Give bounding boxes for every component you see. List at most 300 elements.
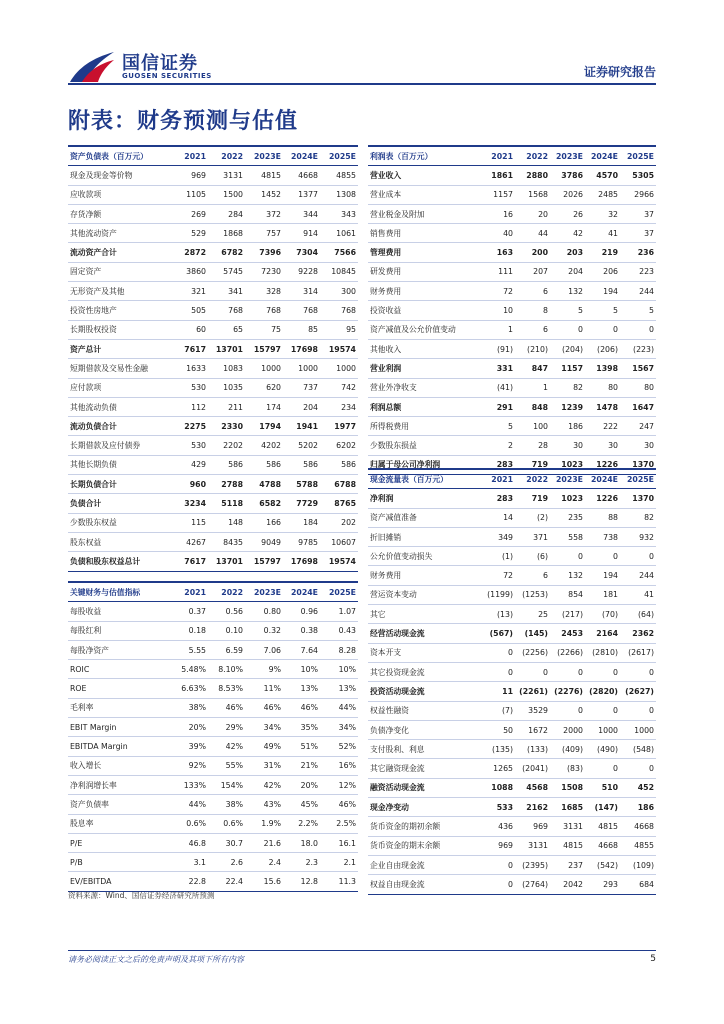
row-value: 269 [170, 204, 208, 223]
row-value: 1568 [515, 185, 550, 204]
row-value: 505 [170, 301, 208, 320]
row-label: 财务费用 [368, 282, 480, 301]
row-value: 0 [480, 875, 515, 894]
row-value: 1647 [620, 397, 656, 416]
row-value: 848 [515, 397, 550, 416]
row-value: 163 [480, 243, 515, 262]
row-label: 营业利润 [368, 359, 480, 378]
table-row [368, 720, 656, 739]
row-value: (41) [480, 378, 515, 397]
row-value: (490) [585, 740, 620, 759]
row-value: 914 [283, 224, 320, 243]
row-value: 436 [480, 817, 515, 836]
table-row [68, 243, 358, 262]
row-label: 其它投资现金流 [368, 662, 480, 681]
row-value: 0.10 [208, 621, 245, 640]
row-value: 2.1 [320, 853, 358, 872]
table-header-row [368, 146, 656, 166]
table-row [68, 679, 358, 698]
row-value: 4815 [550, 836, 585, 855]
row-value: 349 [480, 527, 515, 546]
row-value: 2000 [550, 720, 585, 739]
row-value: (409) [550, 740, 585, 759]
row-value: 328 [245, 282, 283, 301]
row-value: 15.6 [245, 872, 283, 891]
row-label: EV/EBITDA [68, 872, 170, 891]
row-value: 44 [515, 224, 550, 243]
row-value: 13% [320, 679, 358, 698]
row-value: (6) [515, 547, 550, 566]
row-label: 归属于母公司净利润 [368, 455, 480, 474]
table-row [368, 397, 656, 416]
row-value: 1023 [550, 455, 585, 474]
row-value: 38% [170, 698, 208, 717]
row-value: 530 [170, 378, 208, 397]
row-value: 5.48% [170, 660, 208, 679]
row-label: P/E [68, 833, 170, 852]
row-label: 货币资金的期末余额 [368, 836, 480, 855]
table-row [68, 756, 358, 775]
row-value: 3.1 [170, 853, 208, 872]
row-label: 利润总额 [368, 397, 480, 416]
row-value: 75 [245, 320, 283, 339]
row-label: 每股收益 [68, 602, 170, 621]
row-value: 6202 [320, 436, 358, 455]
row-value: 9049 [245, 532, 283, 551]
row-value: 3131 [208, 166, 245, 185]
row-label: 长期股权投资 [68, 320, 170, 339]
row-value: 3131 [550, 817, 585, 836]
row-value: 0 [480, 855, 515, 874]
row-value: (2627) [620, 682, 656, 701]
row-value: 719 [515, 489, 550, 508]
row-value: 46% [320, 795, 358, 814]
row-value: 684 [620, 875, 656, 894]
row-value: 4668 [283, 166, 320, 185]
row-label: 支付股利、利息 [368, 740, 480, 759]
row-label: 负债和股东权益总计 [68, 552, 170, 571]
row-value: 88 [585, 508, 620, 527]
row-value: 4202 [245, 436, 283, 455]
row-value: 5202 [283, 436, 320, 455]
cash-flow-table [368, 468, 656, 895]
row-value: 49% [245, 737, 283, 756]
table-row [368, 701, 656, 720]
row-label: 每股净资产 [68, 640, 170, 659]
row-value: 10% [320, 660, 358, 679]
row-value: 4855 [320, 166, 358, 185]
row-value: 194 [585, 282, 620, 301]
table-row [368, 262, 656, 281]
row-value: (217) [550, 605, 585, 624]
row-value: 20% [170, 718, 208, 737]
row-value: 2 [480, 436, 515, 455]
row-value: 1861 [480, 166, 515, 185]
row-value: 1377 [283, 185, 320, 204]
table-row [68, 532, 358, 551]
row-value: 234 [320, 397, 358, 416]
row-value: 2162 [515, 798, 550, 817]
row-value: 8435 [208, 532, 245, 551]
row-value: (548) [620, 740, 656, 759]
table-row [68, 378, 358, 397]
table-row [68, 224, 358, 243]
row-value: 284 [208, 204, 245, 223]
row-label: 长期借款及应付债券 [68, 436, 170, 455]
income-statement-table [368, 145, 656, 475]
row-value: 85 [283, 320, 320, 339]
row-value: 42 [550, 224, 585, 243]
row-value: 115 [170, 513, 208, 532]
row-value: (145) [515, 624, 550, 643]
row-value: 181 [585, 585, 620, 604]
row-value: (2395) [515, 855, 550, 874]
row-value: (133) [515, 740, 550, 759]
row-value: 854 [550, 585, 585, 604]
row-value: 3131 [515, 836, 550, 855]
row-value: 0 [585, 320, 620, 339]
table-row [68, 552, 358, 571]
row-label: 融资活动现金流 [368, 778, 480, 797]
row-label: 经营活动现金流 [368, 624, 480, 643]
row-value: 2275 [170, 417, 208, 436]
row-value: 533 [480, 798, 515, 817]
table-row [68, 397, 358, 416]
row-value: 1000 [320, 359, 358, 378]
row-value: 8.28 [320, 640, 358, 659]
row-value: 200 [515, 243, 550, 262]
row-value: (2810) [585, 643, 620, 662]
row-value: 768 [283, 301, 320, 320]
row-value: 341 [208, 282, 245, 301]
row-value: 0 [480, 662, 515, 681]
table-row [368, 817, 656, 836]
row-value: 10% [283, 660, 320, 679]
row-label: EBIT Margin [68, 718, 170, 737]
row-value: 237 [550, 855, 585, 874]
row-label: P/B [68, 853, 170, 872]
row-label: 资产减值准备 [368, 508, 480, 527]
row-value: 586 [320, 455, 358, 474]
table-row [68, 301, 358, 320]
row-value: 283 [480, 455, 515, 474]
row-value: 5788 [283, 475, 320, 494]
row-value: 5745 [208, 262, 245, 281]
row-value: 343 [320, 204, 358, 223]
row-value: (7) [480, 701, 515, 720]
table-row [368, 855, 656, 874]
row-value: 371 [515, 527, 550, 546]
row-value: 12.8 [283, 872, 320, 891]
table-row [368, 166, 656, 185]
row-value: 11 [480, 682, 515, 701]
row-value: 529 [170, 224, 208, 243]
table-row [68, 513, 358, 532]
row-value: 41 [585, 224, 620, 243]
row-value: 30 [620, 436, 656, 455]
row-value: (1199) [480, 585, 515, 604]
row-value: (147) [585, 798, 620, 817]
table-row [368, 359, 656, 378]
row-label: 每股红利 [68, 621, 170, 640]
row-label: 资产负债率 [68, 795, 170, 814]
row-value: 1226 [585, 455, 620, 474]
row-value: 148 [208, 513, 245, 532]
row-value: 2164 [585, 624, 620, 643]
row-value: (542) [585, 855, 620, 874]
row-value: 1023 [550, 489, 585, 508]
row-value: 5118 [208, 494, 245, 513]
table-row [68, 166, 358, 185]
row-value: 969 [480, 836, 515, 855]
row-label: ROIC [68, 660, 170, 679]
row-value: 80 [585, 378, 620, 397]
row-value: (2) [515, 508, 550, 527]
table-title: 现金流量表（百万元） [368, 469, 480, 489]
row-value: 9785 [283, 532, 320, 551]
source-note: 资料来源：Wind、国信证券经济研究所预测 [68, 891, 215, 900]
row-value: 3860 [170, 262, 208, 281]
row-value: 1794 [245, 417, 283, 436]
row-label: 其它 [368, 605, 480, 624]
row-value: 34% [320, 718, 358, 737]
table-row [68, 872, 358, 891]
row-value: 0 [620, 662, 656, 681]
row-value: 244 [620, 282, 656, 301]
row-value: 7.64 [283, 640, 320, 659]
row-value: 20 [515, 204, 550, 223]
table-row [368, 527, 656, 546]
row-value: 1567 [620, 359, 656, 378]
row-value: 0 [550, 701, 585, 720]
row-value: 372 [245, 204, 283, 223]
table-row [368, 185, 656, 204]
row-value: 22.4 [208, 872, 245, 891]
row-value: 2880 [515, 166, 550, 185]
row-value: (13) [480, 605, 515, 624]
row-label: 负债净变化 [368, 720, 480, 739]
row-value: 6582 [245, 494, 283, 513]
row-value: 51% [283, 737, 320, 756]
table-row [368, 740, 656, 759]
row-label: 投资性房地产 [68, 301, 170, 320]
row-label: 投资活动现金流 [368, 682, 480, 701]
row-value: 1 [515, 378, 550, 397]
row-value: 37 [620, 224, 656, 243]
row-value: 223 [620, 262, 656, 281]
table-row [368, 836, 656, 855]
row-label: 其他流动资产 [68, 224, 170, 243]
row-value: 4815 [245, 166, 283, 185]
row-value: (70) [585, 605, 620, 624]
row-value: 10607 [320, 532, 358, 551]
row-value: 1478 [585, 397, 620, 416]
row-value: 2.3 [283, 853, 320, 872]
row-value: 510 [585, 778, 620, 797]
row-value: 742 [320, 378, 358, 397]
row-value: 1226 [585, 489, 620, 508]
row-value: (83) [550, 759, 585, 778]
row-value: 16 [480, 204, 515, 223]
row-value: 969 [170, 166, 208, 185]
table-header-row [368, 469, 656, 489]
row-value: 5 [550, 301, 585, 320]
table-row [68, 359, 358, 378]
row-value: 2966 [620, 185, 656, 204]
row-value: 0 [585, 759, 620, 778]
page-number: 5 [650, 954, 656, 964]
table-row [368, 566, 656, 585]
row-value: 1000 [245, 359, 283, 378]
row-label: 少数股东损益 [368, 436, 480, 455]
row-value: 452 [620, 778, 656, 797]
row-value: 132 [550, 566, 585, 585]
row-value: 6.63% [170, 679, 208, 698]
row-value: 7304 [283, 243, 320, 262]
row-value: 1265 [480, 759, 515, 778]
row-value: 133% [170, 775, 208, 794]
row-value: 0 [550, 320, 585, 339]
row-label: 应收款项 [68, 185, 170, 204]
table-title: 资产负债表（百万元） [68, 146, 170, 166]
row-value: 95 [320, 320, 358, 339]
row-value: 50 [480, 720, 515, 739]
year-header: 2023E [245, 582, 283, 602]
row-value: 14 [480, 508, 515, 527]
row-value: 1308 [320, 185, 358, 204]
row-value: (91) [480, 339, 515, 358]
row-value: 2788 [208, 475, 245, 494]
row-value: 46% [245, 698, 283, 717]
row-value: 0.96 [283, 602, 320, 621]
table-row [368, 301, 656, 320]
row-value: 0 [585, 701, 620, 720]
row-value: 1000 [620, 720, 656, 739]
row-label: 货币资金的期初余额 [368, 817, 480, 836]
row-label: 固定资产 [68, 262, 170, 281]
row-value: 293 [585, 875, 620, 894]
row-value: 1500 [208, 185, 245, 204]
row-value: (2820) [585, 682, 620, 701]
row-value: 0.37 [170, 602, 208, 621]
row-value: 37 [620, 204, 656, 223]
row-value: 932 [620, 527, 656, 546]
table-row [368, 224, 656, 243]
row-value: 43% [245, 795, 283, 814]
row-value: 3529 [515, 701, 550, 720]
table-row [68, 660, 358, 679]
table-row [68, 320, 358, 339]
row-value: 1.07 [320, 602, 358, 621]
row-value: 0 [550, 662, 585, 681]
row-label: 负债合计 [68, 494, 170, 513]
row-value: 1.9% [245, 814, 283, 833]
table-row [68, 718, 358, 737]
row-value: 60 [170, 320, 208, 339]
table-row [368, 605, 656, 624]
row-value: 15797 [245, 552, 283, 571]
row-label: 短期借款及交易性金融 [68, 359, 170, 378]
row-value: 72 [480, 282, 515, 301]
row-value: 174 [245, 397, 283, 416]
year-header: 2024E [585, 146, 620, 166]
year-header: 2025E [620, 146, 656, 166]
year-header: 2024E [585, 469, 620, 489]
row-value: 4570 [585, 166, 620, 185]
row-label: 企业自由现金流 [368, 855, 480, 874]
row-value: 92% [170, 756, 208, 775]
table-row [68, 621, 358, 640]
row-label: 营运资本变动 [368, 585, 480, 604]
row-value: 0 [620, 759, 656, 778]
row-label: 管理费用 [368, 243, 480, 262]
table-row [68, 698, 358, 717]
row-value: 7617 [170, 552, 208, 571]
row-value: 42% [245, 775, 283, 794]
row-value: 186 [620, 798, 656, 817]
guosen-logo-icon [68, 50, 116, 84]
row-value: 13701 [208, 552, 245, 571]
table-title: 利润表（百万元） [368, 146, 480, 166]
row-value: 19574 [320, 339, 358, 358]
row-value: 204 [550, 262, 585, 281]
year-header: 2022 [208, 582, 245, 602]
table-row [368, 489, 656, 508]
row-value: 7617 [170, 339, 208, 358]
row-value: 45% [283, 795, 320, 814]
row-label: ROE [68, 679, 170, 698]
row-value: 32 [585, 204, 620, 223]
row-value: 42% [208, 737, 245, 756]
row-value: 737 [283, 378, 320, 397]
row-value: 4668 [620, 817, 656, 836]
row-value: 112 [170, 397, 208, 416]
row-value: 1 [480, 320, 515, 339]
row-value: 13701 [208, 339, 245, 358]
table-row [68, 475, 358, 494]
row-value: 222 [585, 417, 620, 436]
row-value: 12% [320, 775, 358, 794]
page-title: 附表：财务预测与估值 [68, 109, 299, 134]
year-header: 2023E [550, 469, 585, 489]
row-value: 1083 [208, 359, 245, 378]
table-row [68, 455, 358, 474]
row-value: 6 [515, 320, 550, 339]
row-value: 558 [550, 527, 585, 546]
row-value: 7.06 [245, 640, 283, 659]
row-value: 21% [283, 756, 320, 775]
row-value: 11% [245, 679, 283, 698]
row-value: 236 [620, 243, 656, 262]
row-value: 0 [585, 662, 620, 681]
row-value: 204 [283, 397, 320, 416]
table-row [368, 875, 656, 894]
disclaimer-text: 请务必阅读正文之后的免责声明及其项下所有内容 [68, 955, 244, 964]
row-label: 长期负债合计 [68, 475, 170, 494]
table-row [368, 243, 656, 262]
table-row [368, 759, 656, 778]
row-value: 1398 [585, 359, 620, 378]
row-value: 2.6 [208, 853, 245, 872]
row-value: 4668 [585, 836, 620, 855]
year-header: 2023E [245, 146, 283, 166]
row-value: 202 [320, 513, 358, 532]
row-value: 331 [480, 359, 515, 378]
report-type-label: 证券研究报告 [583, 65, 656, 79]
row-value: 8.53% [208, 679, 245, 698]
row-value: 0.6% [208, 814, 245, 833]
row-label: 其它融资现金流 [368, 759, 480, 778]
